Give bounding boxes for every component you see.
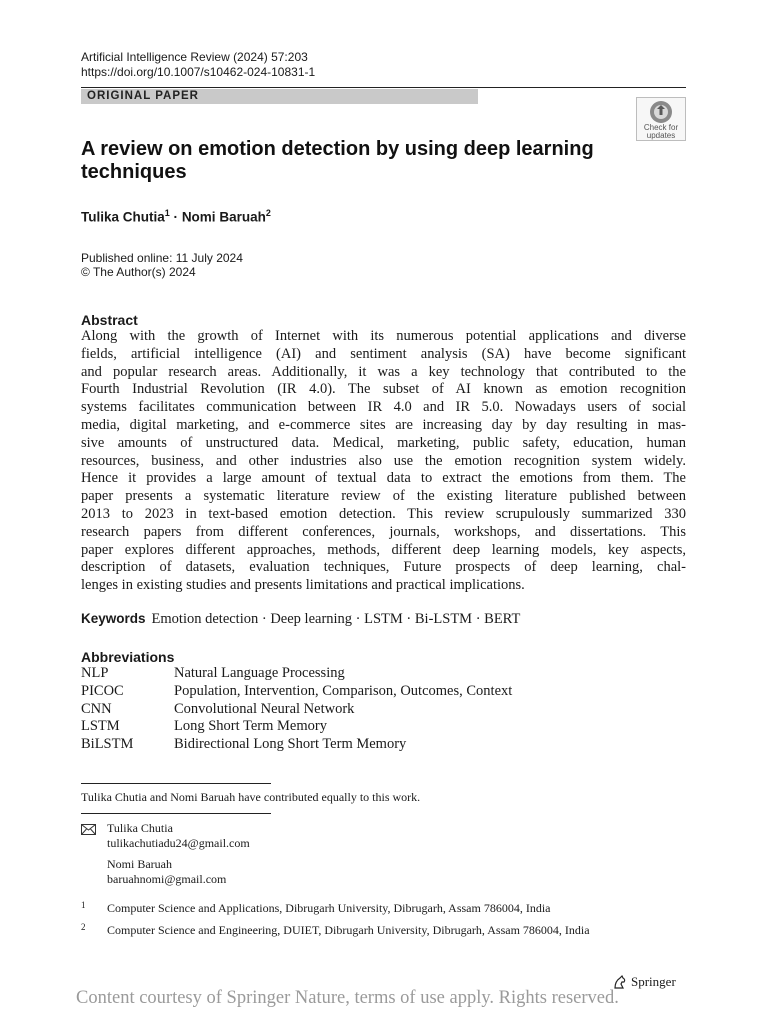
check-for-updates-line2: updates	[646, 131, 676, 140]
affiliation-text: Computer Science and Engineering, DUIET, Dibrugarh University, Dibrugarh, Assam 786004, India	[107, 923, 590, 937]
author-name[interactable]: Tulika Chutia	[81, 209, 165, 225]
keywords-list: Emotion detection · Deep learning · LSTM · Bi-LSTM · BERT	[151, 611, 521, 627]
abstract-line: fields, artificial intelligence (AI) and sentiment analysis (SA) have become significant	[81, 345, 686, 362]
affiliation-text: Computer Science and Applications, Dibrugarh University, Dibrugarh, Assam 786004, India	[107, 901, 551, 915]
check-for-updates-icon	[648, 100, 674, 124]
abstract-line: Hence it provides a large amount of textual data to extract the emotions from them. The	[81, 470, 686, 487]
abstract-line: systems facilitates communication between IR 4.0 and IR 5.0. Nowadays users of social	[81, 399, 686, 416]
abstract-line: description of datasets, evaluation techniques, Future prospects of deep learning, chal-	[81, 559, 686, 576]
correspondent-name: Nomi Baruah	[107, 857, 172, 871]
abbreviations-heading: Abbreviations	[81, 649, 175, 665]
abbreviation-term: NLP	[81, 665, 109, 681]
published-date: Published online: 11 July 2024	[81, 251, 243, 265]
check-for-updates-line1: Check for	[643, 123, 679, 132]
affiliation	[81, 901, 641, 916]
keywords	[81, 611, 520, 628]
affiliation-number: 2	[81, 922, 86, 932]
abstract-line: resources, business, and other industries also use the emotion recognition system widely.	[81, 452, 686, 469]
abstract-heading: Abstract	[81, 312, 138, 328]
footnote-divider	[81, 813, 271, 814]
abbreviation-row	[81, 683, 512, 701]
abbreviation-row	[81, 665, 512, 683]
author-name[interactable]: Nomi Baruah	[181, 209, 266, 225]
contribution-note: Tulika Chutia and Nomi Baruah have contributed equally to this work.	[81, 790, 421, 804]
copyright-notice: © The Author(s) 2024	[81, 265, 196, 279]
abstract-line: Fourth Industrial Revolution (IR 4.0). The subset of AI known as emotion recognition	[81, 381, 686, 398]
journal-citation: Artificial Intelligence Review (2024) 57:203	[81, 50, 308, 64]
author-affiliation-mark: 1	[164, 208, 170, 218]
abbreviation-meaning: Population, Intervention, Comparison, Outcomes, Context	[174, 682, 513, 699]
keywords-label: Keywords	[81, 611, 146, 626]
paper-type-label: ORIGINAL PAPER	[81, 89, 478, 104]
abstract-line: paper presents a systematic literature review of the existing literature published between	[81, 488, 686, 505]
header-rule	[81, 87, 686, 88]
author-separator: ·	[173, 209, 179, 225]
footnote-divider	[81, 783, 271, 784]
abstract-line: lenges in existing studies and presents limitations and practical implications.	[81, 577, 525, 594]
abbreviation-term: CNN	[81, 700, 112, 717]
author-affiliation-mark: 2	[265, 208, 271, 218]
journal-header	[81, 50, 315, 80]
author-list	[81, 208, 271, 225]
abbreviation-row	[81, 718, 512, 736]
abbreviation-term: LSTM	[81, 718, 120, 735]
abbreviation-row	[81, 701, 512, 719]
abbreviation-row	[81, 736, 512, 754]
abstract-line: Along with the growth of Internet with its numerous potential applications and diverse	[81, 328, 686, 344]
publisher-logo	[612, 974, 676, 990]
abstract-line: paper explores different approaches, methods, different deep learning models, key aspects,	[81, 541, 686, 558]
corresponding-author	[107, 857, 226, 887]
abstract-line: 2013 to 2023 in text-based emotion detection. This review scrupulously summarized 330	[81, 505, 686, 522]
abbreviation-meaning: Natural Language Processing	[174, 665, 345, 681]
doi-link[interactable]: https://doi.org/10.1007/s10462-024-10831-1	[81, 65, 316, 79]
abbreviation-meaning: Convolutional Neural Network	[174, 700, 355, 717]
abbreviation-term: BiLSTM	[81, 736, 134, 753]
abstract-body	[81, 328, 686, 595]
publication-info	[81, 251, 243, 279]
abstract-line: media, digital marketing, and e-commerce sites are increasing day by day resulting in mas-	[81, 416, 686, 433]
abstract-line: research papers from different conferences, journals, workshops, and dissertations. This	[81, 523, 686, 540]
correspondent-email[interactable]: baruahnomi@gmail.com	[107, 872, 227, 886]
courtesy-footer: Content courtesy of Springer Nature, terms of use apply. Rights reserved.	[76, 988, 619, 1008]
abstract-line: sive amounts of unstructured data. Medical, marketing, public safety, education, human	[81, 434, 686, 451]
paper-title: A review on emotion detection by using deep learning techniques	[81, 138, 594, 183]
publisher-name: Springer	[631, 974, 676, 989]
correspondent-email[interactable]: tulikachutiadu24@gmail.com	[107, 836, 250, 850]
correspondent-name: Tulika Chutia	[107, 821, 173, 835]
affiliation-number: 1	[81, 900, 86, 910]
corresponding-author	[107, 821, 250, 851]
abbreviation-meaning: Bidirectional Long Short Term Memory	[174, 736, 407, 753]
abstract-line: and popular research areas. Additionally, it was a key technology that contributed to the	[81, 363, 686, 380]
affiliation	[81, 923, 641, 938]
abbreviation-term: PICOC	[81, 682, 124, 699]
abbreviations-table	[81, 665, 512, 754]
abbreviation-meaning: Long Short Term Memory	[174, 718, 327, 735]
check-for-updates-badge[interactable]	[636, 97, 686, 141]
envelope-icon	[81, 824, 96, 835]
